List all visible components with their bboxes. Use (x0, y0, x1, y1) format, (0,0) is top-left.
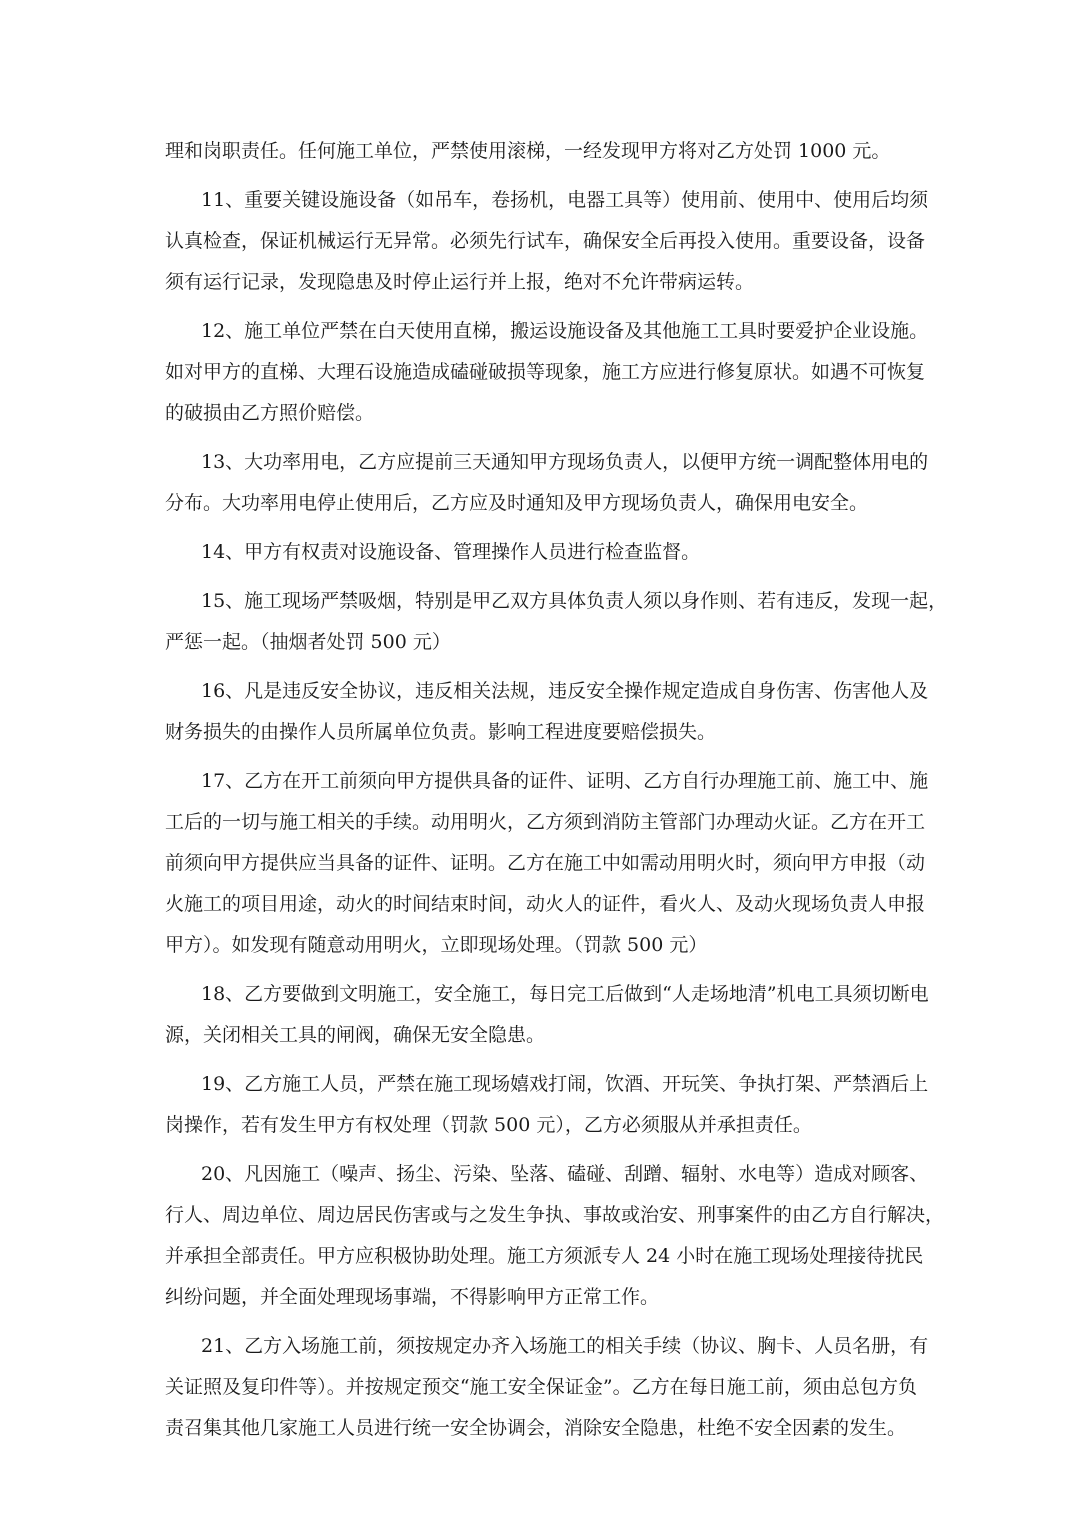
paragraph (165, 671, 929, 753)
text-line: 13、大功率用电，乙方应提前三天通知甲方现场负责人，以便甲方统一调配整体用电的 (201, 451, 929, 473)
text-line: 12、施工单位严禁在白天使用直梯，搬运设施设备及其他施工工具时要爱护企业设施。 (201, 320, 929, 342)
paragraph (165, 180, 929, 303)
text-line: 18、乙方要做到文明施工，安全施工，每日完工后做到“人走场地清”机电工具须切断电 (201, 983, 929, 1005)
text-line: 火施工的项目用途，动火的时间结束时间，动火人的证件，看火人、及动火现场负责人申报 (165, 893, 926, 915)
paragraph (165, 311, 929, 434)
text-line: 源，关闭相关工具的闸阀，确保无安全隐患。 (165, 1024, 546, 1046)
text-line: 岗操作，若有发生甲方有权处理（罚款 500 元），乙方必须服从并承担责任。 (165, 1114, 812, 1136)
text-line: 认真检查，保证机械运行无异常。必须先行试车，确保安全后再投入使用。重要设备，设备 (165, 230, 926, 252)
document-body (165, 131, 948, 1457)
paragraph (165, 974, 929, 1056)
text-line: 17、乙方在开工前须向甲方提供具备的证件、证明、乙方自行办理施工前、施工中、施 (201, 770, 929, 792)
text-line: 15、施工现场严禁吸烟，特别是甲乙双方具体负责人须以身作则、若有违反，发现一起， (201, 590, 948, 612)
paragraph (165, 1326, 929, 1449)
text-line: 的破损由乙方照价赔偿。 (165, 402, 375, 424)
paragraph (165, 581, 948, 663)
paragraph (165, 532, 917, 573)
text-line: 须有运行记录，发现隐患及时停止运行并上报，绝对不允许带病运转。 (165, 271, 755, 293)
paragraph (165, 442, 929, 524)
paragraph (165, 1064, 929, 1146)
text-line: 行人、周边单位、周边居民伤害或与之发生争执、事故或治安、刑事案件的由乙方自行解决， (165, 1204, 945, 1226)
text-line: 20、凡因施工（噪声、扬尘、污染、坠落、磕碰、刮蹭、辐射、水电等）造成对顾客、 (201, 1163, 929, 1185)
text-line: 14、甲方有权责对设施设备、管理操作人员进行检查监督。 (201, 541, 701, 563)
text-line: 19、乙方施工人员，严禁在施工现场嬉戏打闹，饮酒、开玩笑、争执打架、严禁酒后上 (201, 1073, 929, 1095)
text-line: 责召集其他几家施工人员进行统一安全协调会，消除安全隐患，杜绝不安全因素的发生。 (165, 1417, 907, 1439)
text-line: 分布。大功率用电停止使用后，乙方应及时通知及甲方现场负责人，确保用电安全。 (165, 492, 869, 514)
paragraph (165, 1154, 945, 1318)
text-line: 理和岗职责任。任何施工单位，严禁使用滚梯，一经发现甲方将对乙方处罚 1000 元。 (165, 140, 891, 162)
text-line: 11、重要关键设施设备（如吊车，卷扬机，电器工具等）使用前、使用中、使用后均须 (201, 189, 929, 211)
text-line: 16、凡是违反安全协议，违反相关法规，违反安全操作规定造成自身伤害、伤害他人及 (201, 680, 929, 702)
text-line: 工后的一切与施工相关的手续。动用明火，乙方须到消防主管部门办理动火证。乙方在开工 (165, 811, 926, 833)
text-line: 如对甲方的直梯、大理石设施造成磕碰破损等现象，施工方应进行修复原状。如遇不可恢复 (165, 361, 926, 383)
paragraph (165, 761, 929, 966)
text-line: 甲方）。如发现有随意动用明火，立即现场处理。（罚款 500 元） (165, 934, 708, 956)
paragraph (165, 131, 917, 172)
text-line: 21、乙方入场施工前，须按规定办齐入场施工的相关手续（协议、胸卡、人员名册，有 (201, 1335, 929, 1357)
text-line: 关证照及复印件等）。并按规定预交“施工安全保证金”。乙方在每日施工前，须由总包方负 (165, 1376, 917, 1398)
text-line: 前须向甲方提供应当具备的证件、证明。乙方在施工中如需动用明火时，须向甲方申报（动 (165, 852, 926, 874)
text-line: 严惩一起。（抽烟者处罚 500 元） (165, 631, 451, 653)
text-line: 纠纷问题，并全面处理现场事端，不得影响甲方正常工作。 (165, 1286, 660, 1308)
text-line: 财务损失的由操作人员所属单位负责。影响工程进度要赔偿损失。 (165, 721, 717, 743)
text-line: 并承担全部责任。甲方应积极协助处理。施工方须派专人 24 小时在施工现场处理接待扰民 (165, 1245, 924, 1267)
